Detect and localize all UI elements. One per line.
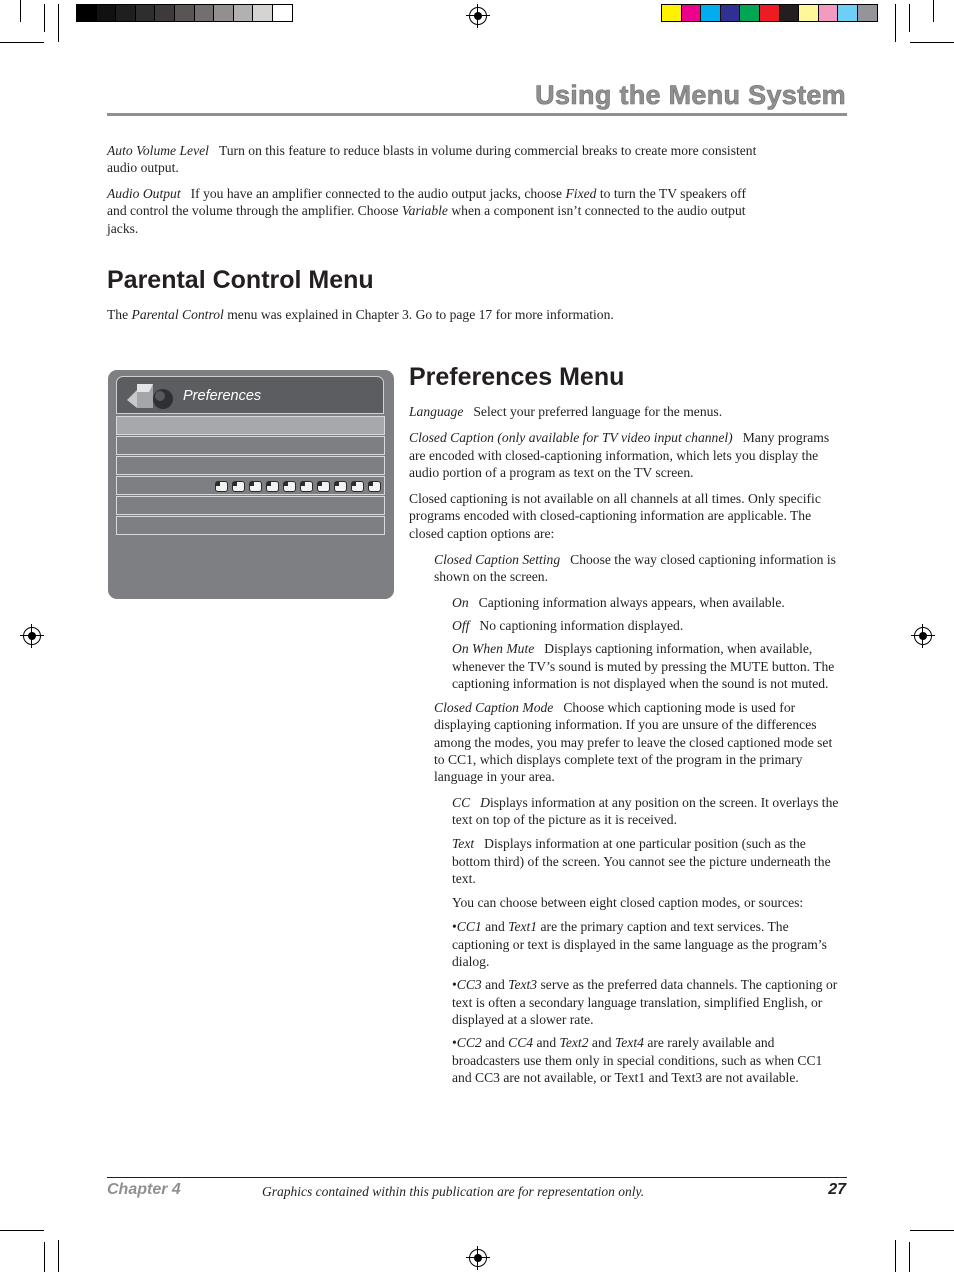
bullet1-rest: are the primary caption and text services. The captioning or text is displayed in the same language as the program’s dialog. (452, 919, 827, 970)
auto-volume-term: Auto Volume Level (107, 143, 209, 158)
language-paragraph (409, 403, 841, 420)
audio-output-text-2: to turn the TV speakers off and control the volume through the amplifier. Choose (107, 186, 746, 219)
auto-volume-paragraph (107, 142, 757, 177)
option-off-text: No captioning information displayed. (479, 617, 684, 633)
menu-row-3[interactable] (116, 456, 385, 475)
bullet3-and3: and (591, 1035, 612, 1051)
cc-setting-text: Choose the way closed captioning information is shown on the screen. (434, 552, 836, 585)
caption-mode-icon (368, 481, 381, 492)
cc-mode-term: Closed Caption Mode (434, 700, 554, 716)
calibration-swatch (739, 4, 760, 22)
mode-text (452, 835, 841, 887)
header-rule (107, 113, 847, 116)
auto-volume-text: Turn on this feature to reduce blasts in volume during commercial breaks to create more consistent audio output. (107, 143, 757, 176)
footer-rule (107, 1177, 847, 1178)
bullet-cc3-text3: •CC3 and Text3 serve as the preferred data channels. The captioning or text is often a secondary language translation, simplified English, or displayed at a slower rate. (452, 977, 838, 1027)
page-number: 27 (828, 1181, 846, 1198)
option-mute-term: On When Mute (452, 641, 535, 657)
calibration-swatch (779, 4, 800, 22)
language-text: Select your preferred language for the menus. (473, 404, 723, 419)
parental-control-heading: Parental Control Menu (107, 266, 374, 294)
bullet2-and: and (485, 977, 505, 993)
calibration-swatch (76, 4, 97, 22)
variable-term: Variable (401, 203, 448, 219)
caption-mode-icon (266, 481, 279, 492)
audio-output-text-1: If you have an amplifier connected to the audio output jacks, choose (190, 186, 563, 201)
calibration-swatch (135, 4, 156, 22)
calibration-swatch (272, 4, 293, 22)
caption-mode-icon (215, 481, 228, 492)
cc-mode-paragraph (434, 699, 841, 785)
registration-mark-top (469, 7, 487, 25)
language-term: Language (409, 404, 464, 419)
cc-setting-block (434, 551, 841, 1086)
footer-chapter: Chapter 4 (107, 1181, 181, 1198)
registration-mark-bottom (469, 1249, 487, 1267)
closed-caption-term: Closed Caption (only available for TV video input channel) (409, 430, 733, 446)
calibration-swatch (96, 4, 117, 22)
cc-availability-paragraph: Closed captioning is not available on all channels at all times. Only specific programs encoded with closed-captioning information are applicable. The closed caption options are: (409, 491, 821, 541)
menu-row-5[interactable] (116, 496, 385, 515)
caption-mode-icon (300, 481, 313, 492)
bullet-cc2-cc4-text2-text4: •CC2 and CC4 and Text2 and Text4 are rarely available and broadcasters use them only in special conditions, such as when CC1 and CC3 are not available, or Text1 and Text3 are not available. (452, 1035, 823, 1085)
cc-setting-options (452, 594, 841, 692)
registration-mark-left (23, 627, 41, 645)
menu-row-language[interactable] (116, 416, 385, 435)
calibration-swatch (759, 4, 780, 22)
bullet1-cc1: CC1 (456, 919, 482, 935)
calibration-swatch (837, 4, 858, 22)
caption-mode-icon (232, 481, 245, 492)
eight-modes-paragraph: You can choose between eight closed caption modes, or sources: (452, 895, 804, 911)
cc-setting-paragraph (434, 551, 841, 586)
option-off (452, 617, 841, 634)
footer-disclaimer: Graphics contained within this publication are for representation only. (262, 1184, 645, 1199)
audio-output-term: Audio Output (107, 186, 181, 201)
mode-cc-initial: D (480, 794, 490, 810)
parental-control-paragraph (107, 306, 807, 323)
fixed-term: Fixed (565, 186, 597, 201)
caption-mode-icon (283, 481, 296, 492)
calibration-swatch (857, 4, 878, 22)
caption-mode-icon (351, 481, 364, 492)
calibration-swatch (252, 4, 273, 22)
option-on-when-mute (452, 640, 841, 692)
bullet2-text3: Text3 (508, 977, 538, 993)
menu-header-bar (116, 376, 384, 414)
menu-row-2[interactable] (116, 436, 385, 455)
bullet2-rest: serve as the preferred data channels. The captioning or text is often a secondary language translation, simplified English, or displayed at a slower rate. (452, 977, 838, 1027)
preferences-menu-heading: Preferences Menu (409, 363, 625, 391)
parental-text-1: The (107, 307, 129, 322)
preferences-icon (125, 382, 177, 410)
closed-caption-text: Many programs are encoded with closed-captioning information, which lets you display the audio portion of a program as text on the TV screen. (409, 430, 830, 480)
registration-mark-right (914, 627, 932, 645)
mode-cc (452, 794, 841, 829)
bullet3-rest: are rarely available and broadcasters use them only in special conditions, such as when CC1 and CC3 are not available, or Text1 and Text3 are not available. (452, 1035, 823, 1085)
bullet2-cc3: CC3 (456, 977, 482, 993)
calibration-swatch (174, 4, 195, 22)
calibration-swatch (661, 4, 682, 22)
bullet3-text2: Text2 (559, 1035, 589, 1051)
option-on (452, 594, 841, 611)
caption-mode-icon (334, 481, 347, 492)
menu-row-closed-caption[interactable] (116, 476, 385, 495)
cc-mode-text: Choose which captioning mode is used for displaying captioning information. If you are unsure of the differences among the modes, you may prefer to leave the closed captioned mode set to CC1, which displays complete text of the program in the primary language in your area. (434, 700, 833, 785)
calibration-swatch (681, 4, 702, 22)
calibration-swatch (115, 4, 136, 22)
menu-row-6[interactable] (116, 516, 385, 535)
parental-text-2: menu was explained in Chapter 3. Go to page 17 for more information. (227, 307, 614, 322)
cc-mode-options (452, 794, 841, 1086)
bullet-cc1-text1: •CC1 and Text1 are the primary caption and text services. The captioning or text is displayed in the same language as the program’s dialog. (452, 919, 827, 970)
bullet1-and: and (485, 919, 505, 935)
calibration-swatch (213, 4, 234, 22)
mode-cc-text: isplays information at any position on the screen. It overlays the text on top of the picture as it is received. (452, 794, 839, 827)
closed-caption-paragraph (409, 429, 841, 481)
cc-setting-term: Closed Caption Setting (434, 552, 561, 568)
mode-text-term: Text (452, 836, 475, 852)
caption-mode-icon (249, 481, 262, 492)
audio-output-paragraph (107, 185, 757, 237)
preferences-body (409, 403, 841, 1086)
bullet3-cc2: CC2 (456, 1035, 482, 1051)
preferences-menu-screen (108, 370, 394, 599)
bullet3-cc4: CC4 (508, 1035, 534, 1051)
calibration-swatch (194, 4, 215, 22)
option-mute-text: Displays captioning information, when available, whenever the TV’s sound is muted by pressing the MUTE button. The captioning information is not displayed when the sound is not muted. (452, 641, 835, 691)
mode-cc-term: CC (452, 794, 471, 810)
calibration-swatch (798, 4, 819, 22)
calibration-swatch (720, 4, 741, 22)
calibration-swatch (154, 4, 175, 22)
page-header-title: Using the Menu System (535, 80, 846, 110)
menu-title: Preferences (183, 388, 262, 404)
option-on-term: On (452, 594, 469, 610)
mode-text-text: Displays information at one particular position (such as the bottom third) of the screen. You cannot see the picture underneath the text. (452, 836, 831, 886)
option-on-text: Captioning information always appears, when available. (478, 594, 785, 610)
audio-output-text-3: when a component isn’t connected to the audio output jacks. (107, 203, 746, 236)
option-off-term: Off (452, 617, 470, 633)
bullet3-and1: and (485, 1035, 505, 1051)
caption-mode-icon (317, 481, 330, 492)
bullet1-text1: Text1 (508, 919, 538, 935)
bullet3-text4: Text4 (614, 1035, 644, 1051)
parental-menu-name: Parental Control (131, 307, 224, 322)
calibration-swatch (233, 4, 254, 22)
bullet3-and2: and (536, 1035, 557, 1051)
calibration-swatch (818, 4, 839, 22)
calibration-swatch (700, 4, 721, 22)
